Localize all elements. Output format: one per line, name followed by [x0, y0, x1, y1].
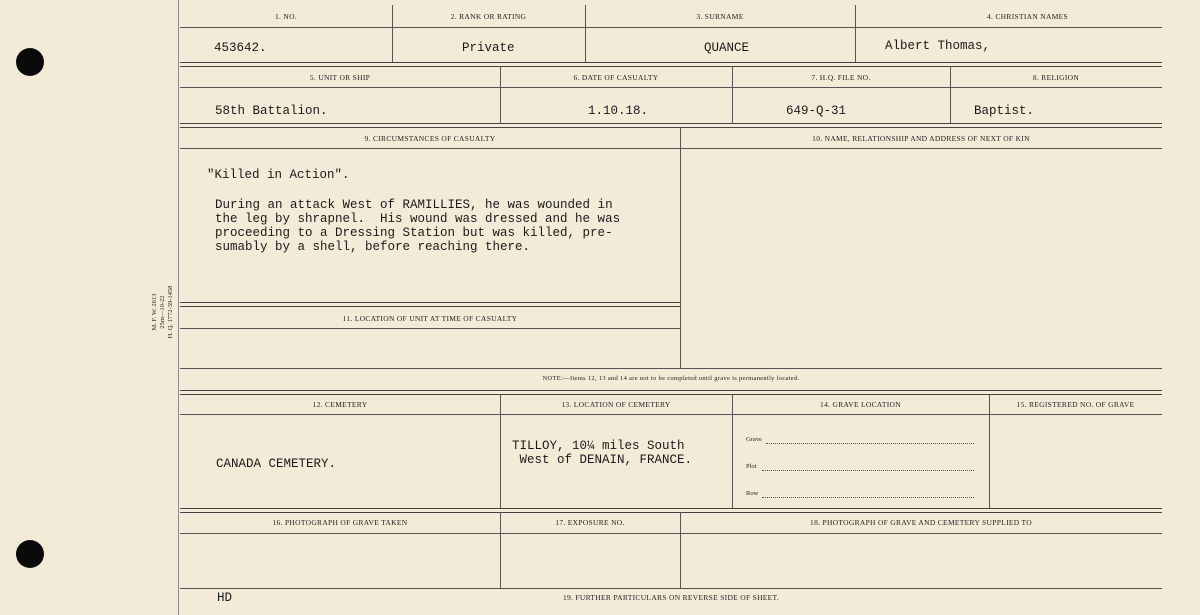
christian-names: Albert Thomas,: [885, 39, 991, 53]
rule: [180, 368, 1162, 369]
rule: [180, 87, 1162, 88]
header-christian-names: 4. CHRISTIAN NAMES: [986, 12, 1069, 21]
divider: [500, 394, 501, 509]
grave-field: [766, 443, 974, 444]
plot-field: [762, 470, 974, 471]
header-religion: 8. RELIGION: [1032, 73, 1080, 82]
double-rule: [180, 390, 1162, 395]
header-file-no: 7. H.Q. FILE NO.: [811, 73, 871, 82]
rule: [180, 27, 1162, 28]
punch-hole: [16, 48, 44, 76]
unit: 58th Battalion.: [215, 104, 328, 118]
margin-code-line: H. Q. 1772-39-1458: [167, 285, 174, 339]
header-cemetery: 12. CEMETERY: [312, 400, 368, 409]
margin-code: [151, 267, 175, 357]
header-unit: 5. UNIT OR SHIP: [309, 73, 371, 82]
row-field: [762, 497, 974, 498]
date-of-casualty: 1.10.18.: [588, 104, 649, 118]
grave-label: Grave: [746, 436, 762, 443]
double-rule: [180, 302, 680, 307]
double-rule: [180, 123, 1162, 128]
clerk-initials: HD: [217, 591, 233, 605]
margin-code-line: M. F. W. 2613: [151, 293, 158, 331]
margin-code-line: 25m—10-22: [159, 295, 166, 329]
rule: [180, 148, 1162, 149]
divider: [732, 394, 733, 509]
header-circumstances: 9. CIRCUMSTANCES OF CASUALTY: [364, 134, 496, 143]
circumstances-text: During an attack West of RAMILLIES, he was wounded in the leg by shrapnel. His wound was dressed and he was proceeding to a Dressing Station but was killed, pre- sumably by a shell, before reaching there.: [215, 198, 621, 254]
header-location-of-unit: 11. LOCATION OF UNIT AT TIME OF CASUALTY: [342, 314, 518, 323]
rule: [180, 588, 1162, 589]
rule: [180, 328, 680, 329]
circumstances-heading: "Killed in Action".: [207, 168, 350, 182]
file-number: 649-Q-31: [786, 104, 847, 118]
surname: QUANCE: [704, 41, 750, 55]
note: NOTE:—Items 12, 13 and 14 are not to be completed until grave is permanently located.: [542, 375, 800, 382]
service-number: 453642.: [214, 41, 267, 55]
row-label: Row: [746, 490, 759, 497]
header-location-cemetery: 13. LOCATION OF CEMETERY: [561, 400, 671, 409]
header-grave-location: 14. GRAVE LOCATION: [820, 400, 901, 409]
header-photo-taken: 16. PHOTOGRAPH OF GRAVE TAKEN: [272, 518, 408, 527]
double-rule: [180, 508, 1162, 513]
cemetery-location: TILLOY, 10¼ miles South West of DENAIN, FRANCE.: [512, 439, 693, 467]
margin-line: [178, 0, 179, 615]
divider: [680, 127, 681, 368]
punch-hole: [16, 540, 44, 568]
header-next-of-kin: 10. NAME, RELATIONSHIP AND ADDRESS OF NEXT OF KIN: [812, 134, 1030, 143]
footer-note: 19. FURTHER PARTICULARS ON REVERSE SIDE OF SHEET.: [562, 593, 780, 602]
cemetery-name: CANADA CEMETERY.: [216, 457, 337, 471]
header-surname: 3. SURNAME: [696, 12, 744, 21]
double-rule: [180, 62, 1162, 67]
header-photo-supplied: 18. PHOTOGRAPH OF GRAVE AND CEMETERY SUPPLIED TO: [810, 518, 1032, 527]
rank: Private: [462, 41, 515, 55]
divider: [989, 394, 990, 509]
header-registered-no: 15. REGISTERED NO. OF GRAVE: [1016, 400, 1135, 409]
plot-label: Plot: [746, 463, 757, 470]
header-date: 6. DATE OF CASUALTY: [573, 73, 659, 82]
rule: [180, 533, 1162, 534]
header-exposure-no: 17. EXPOSURE NO.: [555, 518, 625, 527]
rule: [180, 414, 1162, 415]
header-no: 1. NO.: [274, 12, 297, 21]
religion: Baptist.: [974, 104, 1035, 118]
header-rank: 2. RANK OR RATING: [450, 12, 527, 21]
